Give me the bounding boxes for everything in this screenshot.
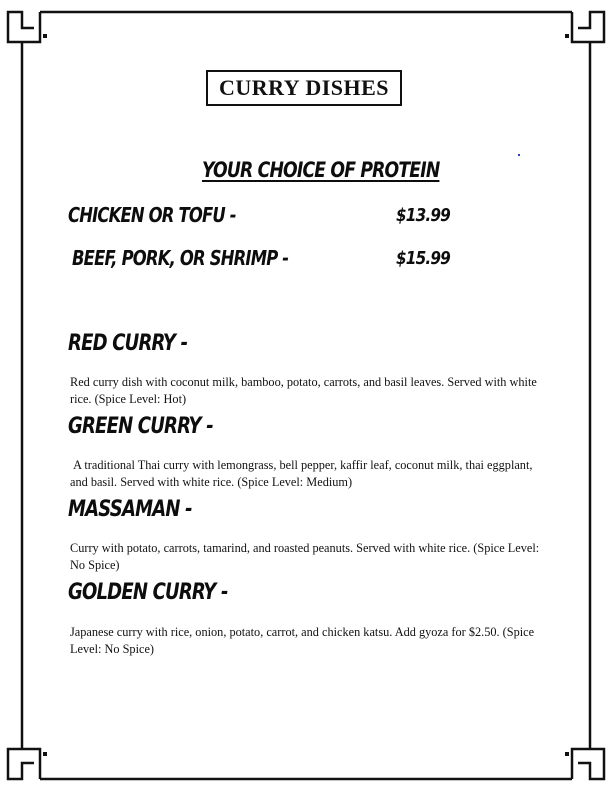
page-title: CURRY DISHES — [206, 70, 402, 106]
dish-title-green-curry: GREEN CURRY - — [68, 414, 213, 439]
dish-description-golden-curry: Japanese curry with rice, onion, potato, carrot, and chicken katsu. Add gyoza for $2.50. (Spice Level: No Spice) — [70, 625, 535, 656]
stray-dot — [518, 154, 520, 156]
dish-title-red-curry: RED CURRY - — [68, 331, 188, 356]
dish-description-massaman: Curry with potato, carrots, tamarind, and roasted peanuts. Served with white rice. (Spice Level: No Spice) — [70, 541, 540, 572]
dish-description-red-curry: Red curry dish with coconut milk, bamboo, potato, carrots, and basil leaves. Served with white rice. (Spice Level: Hot) — [70, 375, 537, 406]
dish-title-massaman: MASSAMAN - — [68, 497, 192, 522]
price-value-beef-pork-shrimp: $15.99 — [396, 248, 450, 269]
price-label-beef-pork-shrimp: BEEF, PORK, OR SHRIMP - — [72, 246, 289, 270]
dish-description-green-curry: A traditional Thai curry with lemongrass, bell pepper, kaffir leaf, coconut milk, thai eggplant, and basil. Served with white rice. (Spice Level: Medium) — [70, 458, 536, 489]
protein-heading: YOUR CHOICE OF PROTEIN — [202, 158, 440, 182]
price-value-chicken-tofu: $13.99 — [396, 205, 450, 226]
price-label-chicken-tofu: CHICKEN OR TOFU - — [68, 203, 236, 227]
dish-title-golden-curry: GOLDEN CURRY - — [68, 580, 228, 605]
